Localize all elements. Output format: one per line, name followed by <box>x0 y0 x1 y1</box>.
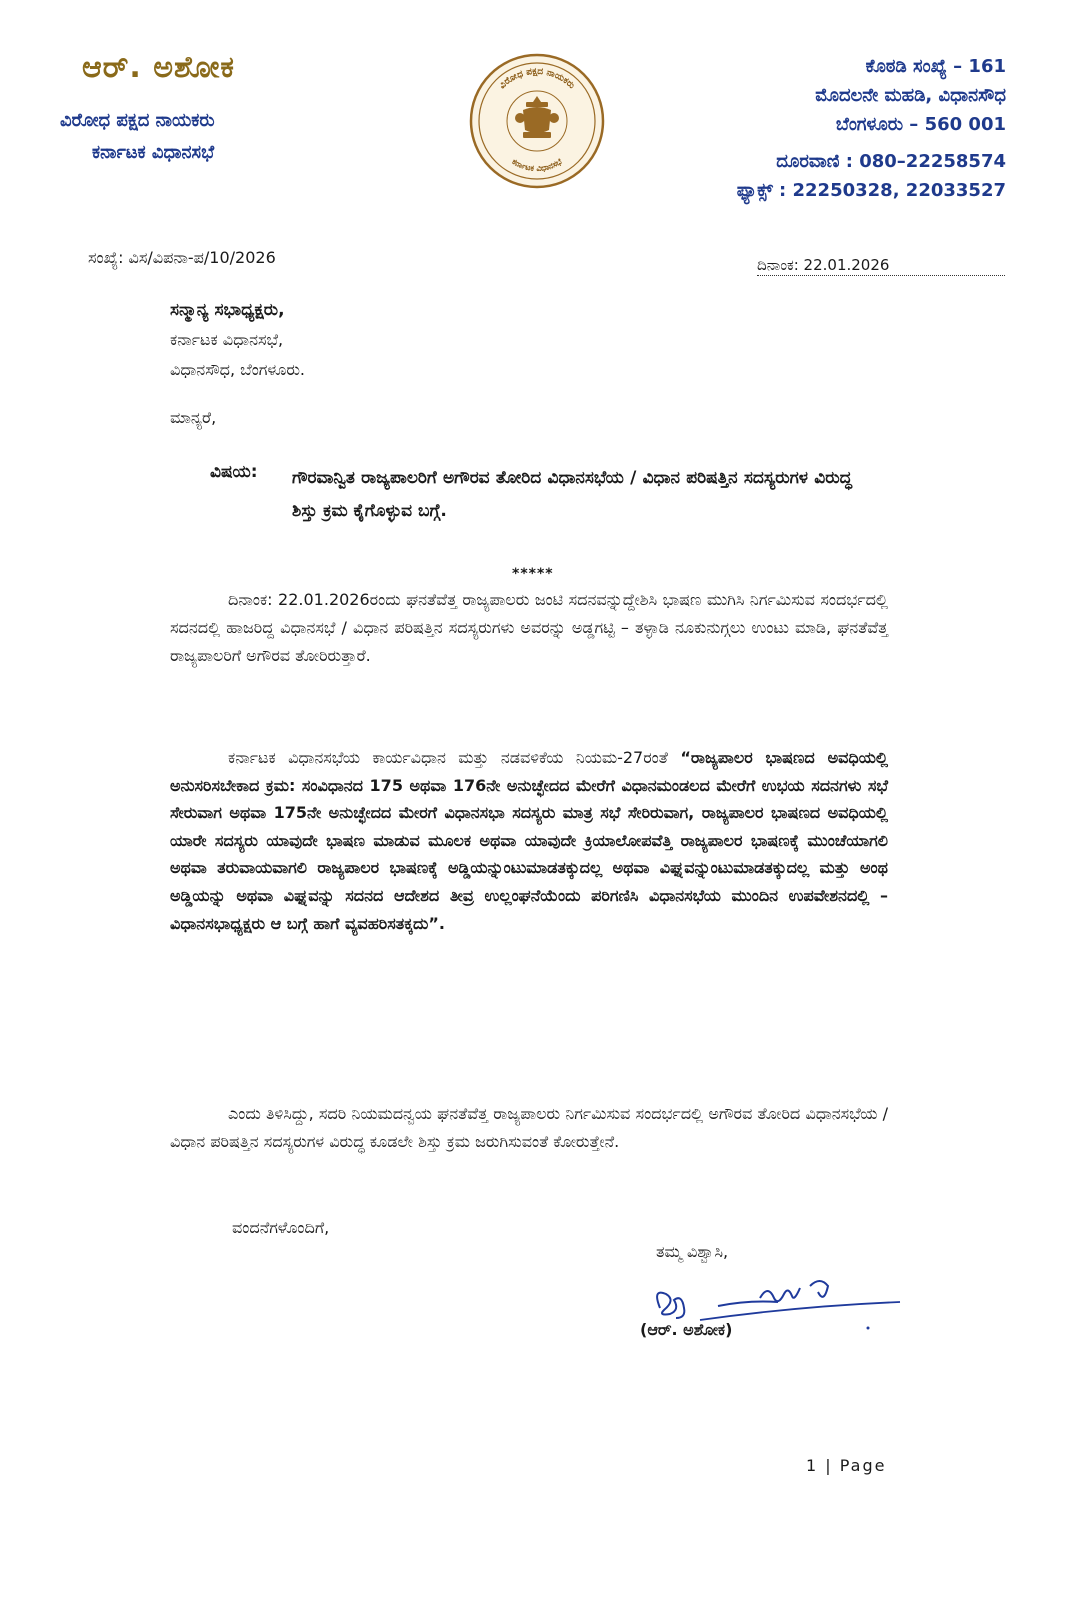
fax-number: ಫ್ಯಾಕ್ಸ್ : 22250328, 22033527 <box>736 180 1006 201</box>
phone-number: ದೂರವಾಣಿ : 080–22258574 <box>776 151 1006 172</box>
closing-yours: ತಮ್ಮ ವಿಶ್ವಾಸಿ, <box>656 1242 729 1261</box>
seal-top-text: ವಿರೋಧ ಪಕ್ಷದ ನಾಯಕರು <box>497 66 577 92</box>
seal-bottom-text: ಕರ್ನಾಟಕ ವಿಧಾನಸಭೆ <box>510 156 564 174</box>
body-paragraph-2-quote: “ರಾಜ್ಯಪಾಲರ ಭಾಷಣದ ಅವಧಿಯಲ್ಲಿ ಅನುಸರಿಸಬೇಕಾದ ಕ್ರಮ: ಸಂವಿಧಾನದ 175 ಅಥವಾ 176ನೇ ಅನುಚ್ಛೇದದ ಮೇರೆಗೆ ವಿಧಾನಮಂಡಲದ ಮೇರೆಗೆ ಉಭಯ ಸದನಗಳು ಸಭೆ ಸೇರುವಾಗ ಅಥವಾ 175ನೇ ಅನುಚ್ಛೇದದ ಮೇರಗೆ ವಿಧಾನಸಭಾ ಸದಸ್ಯರು ಮಾತ್ರ ಸಭೆ ಸೇರಿರುವಾಗ, ರಾಜ್ಯಪಾಲರ ಭಾಷಣದ ಅವಧಿಯಲ್ಲಿ ಯಾರೇ ಸದಸ್ಯರು ಯಾವುದೇ ಭಾಷಣ ಮಾಡುವ ಮೂಲಕ ಅಥವಾ ಯಾವುದೇ ಕ್ರಿಯಾಲೋಪವೆತ್ತಿ ರಾಜ್ಯಪಾಲರ ಭಾಷಣಕ್ಕೆ ಮುಂಚೆಯಾಗಲಿ ಅಥವಾ ತರುವಾಯವಾಗಲಿ ರಾಜ್ಯಪಾಲರ ಭಾಷಣಕ್ಕೆ ಅಡ್ಡಿಯನ್ನುಂಟುಮಾಡತಕ್ಕುದಲ್ಲ ಅಥವಾ ವಿಘ್ನವನ್ನುಂಟುಮಾಡತಕ್ಕುದಲ್ಲ ಮತ್ತು ಅಂಥ ಅಡ್ಡಿಯನ್ನು ಅಥವಾ ವಿಘ್ನವನ್ನು ಸದನದ ಆದೇಶದ ತೀವ್ರ ಉಲ್ಲಂಘನೆಯೆಂದು ಪರಿಗಣಿಸಿ ವಿಧಾನಸಭೆಯ ಮುಂದಿನ ಉಪವೇಶನದಲ್ಲಿ – ವಿಧಾನಸಭಾಧ್ಯಕ್ಷರು ಆ ಬಗ್ಗೆ ಹಾಗೆ ವ್ಯವಹರಿಸತಕ್ಕದು”. <box>170 748 888 933</box>
subject-text: ಗೌರವಾನ್ವಿತ ರಾಜ್ಯಪಾಲರಿಗೆ ಅಗೌರವ ತೋರಿದ ವಿಧಾನಸಭೆಯ / ವಿಧಾನ ಪರಿಷತ್ತಿನ ಸದಸ್ಯರುಗಳ ವಿರುದ್ಧ ಶಿಸ್ತು ಕ್ರಮ ಕೈಗೊಳ್ಳುವ ಬಗ್ಗೆ. <box>292 468 852 521</box>
page-number: 1 | Page <box>806 1456 887 1475</box>
recipient-title: ಸನ್ಮಾನ್ಯ ಸಭಾಧ್ಯಕ್ಷರು, <box>170 300 285 320</box>
address-room: ಕೊಠಡಿ ಸಂಖ್ಯೆ – 161 <box>865 56 1006 77</box>
address-city: ಬೆಂಗಳೂರು – 560 001 <box>835 114 1006 135</box>
address-floor: ಮೊದಲನೇ ಮಹಡಿ, ವಿಧಾನಸೌಧ <box>815 85 1006 106</box>
body-paragraph-3-text: ಎಂದು ತಿಳಿಸಿದ್ದು, ಸದರಿ ನಿಯಮದನ್ವಯ ಘನತೆವೆತ್ತ ರಾಜ್ಯಪಾಲರು ನಿರ್ಗಮಿಸುವ ಸಂದರ್ಭದಲ್ಲಿ ಅಗೌರವ ತೋರಿದ ವಿಧಾನಸಭೆಯ / ವಿಧಾನ ಪರಿಷತ್ತಿನ ಸದಸ್ಯರುಗಳ ವಿರುದ್ಧ ಕೂಡಲೇ ಶಿಸ್ತು ಕ್ರಮ ಜರುಗಿಸುವಂತೆ ಕೋರುತ್ತೇನೆ. <box>170 1104 888 1151</box>
signatory-name: (ಆರ್. ಅಶೋಕ) <box>640 1320 733 1339</box>
body-paragraph-3 <box>170 1100 888 1156</box>
subject-separator: ***** <box>512 566 554 582</box>
sender-role: ವಿರೋಧ ಪಕ್ಷದ ನಾಯಕರು <box>60 110 215 131</box>
sender-name: ಆರ್. ಅಶೋಕ <box>82 50 235 85</box>
emblem-seal <box>468 52 606 190</box>
recipient-address: ವಿಧಾನಸೌಧ, ಬೆಂಗಳೂರು. <box>170 360 306 379</box>
subject-label: ವಿಷಯ: <box>210 462 258 482</box>
body-paragraph-2-intro: ಕರ್ನಾಟಕ ವಿಧಾನಸಭೆಯ ಕಾರ್ಯವಿಧಾನ ಮತ್ತು ನಡವಳಿಕೆಯ ನಿಯಮ-27ರಂತೆ <box>228 748 681 767</box>
body-paragraph-1 <box>170 586 888 670</box>
salutation: ಮಾನ್ಯರೆ, <box>170 408 217 427</box>
closing-regards: ವಂದನೆಗಳೊಂದಿಗೆ, <box>232 1218 330 1237</box>
sender-house: ಕರ್ನಾಟಕ ವಿಧಾನಸಭೆ <box>92 142 215 163</box>
recipient-house: ಕರ್ನಾಟಕ ವಿಧಾನಸಭೆ, <box>170 330 284 349</box>
letter-date: ದಿನಾಂಕ: 22.01.2026 <box>757 256 1005 276</box>
reference-number: ಸಂಖ್ಯೆ: ವಿಸ/ವಿಪನಾ-ಪ/10/2026 <box>88 248 276 267</box>
body-paragraph-1-text: ದಿನಾಂಕ: 22.01.2026ರಂದು ಘನತೆವೆತ್ತ ರಾಜ್ಯಪಾಲರು ಜಂಟಿ ಸದನವನ್ನುದ್ದೇಶಿಸಿ ಭಾಷಣ ಮುಗಿಸಿ ನಿರ್ಗಮಿಸುವ ಸಂದರ್ಭದಲ್ಲಿ ಸದನದಲ್ಲಿ ಹಾಜರಿದ್ದ ವಿಧಾನಸಭೆ / ವಿಧಾನ ಪರಿಷತ್ತಿನ ಸದಸ್ಯರುಗಳು ಅವರನ್ನು ಅಡ್ಡಗಟ್ಟಿ – ತಳ್ಳಾಡಿ ನೂಕುನುಗ್ಗಲು ಉಂಟು ಮಾಡಿ, ಘನತೆವೆತ್ತ ರಾಜ್ಯಪಾಲರಿಗೆ ಅಗೌರವ ತೋರಿರುತ್ತಾರೆ. <box>170 590 888 665</box>
body-paragraph-2 <box>170 744 888 937</box>
